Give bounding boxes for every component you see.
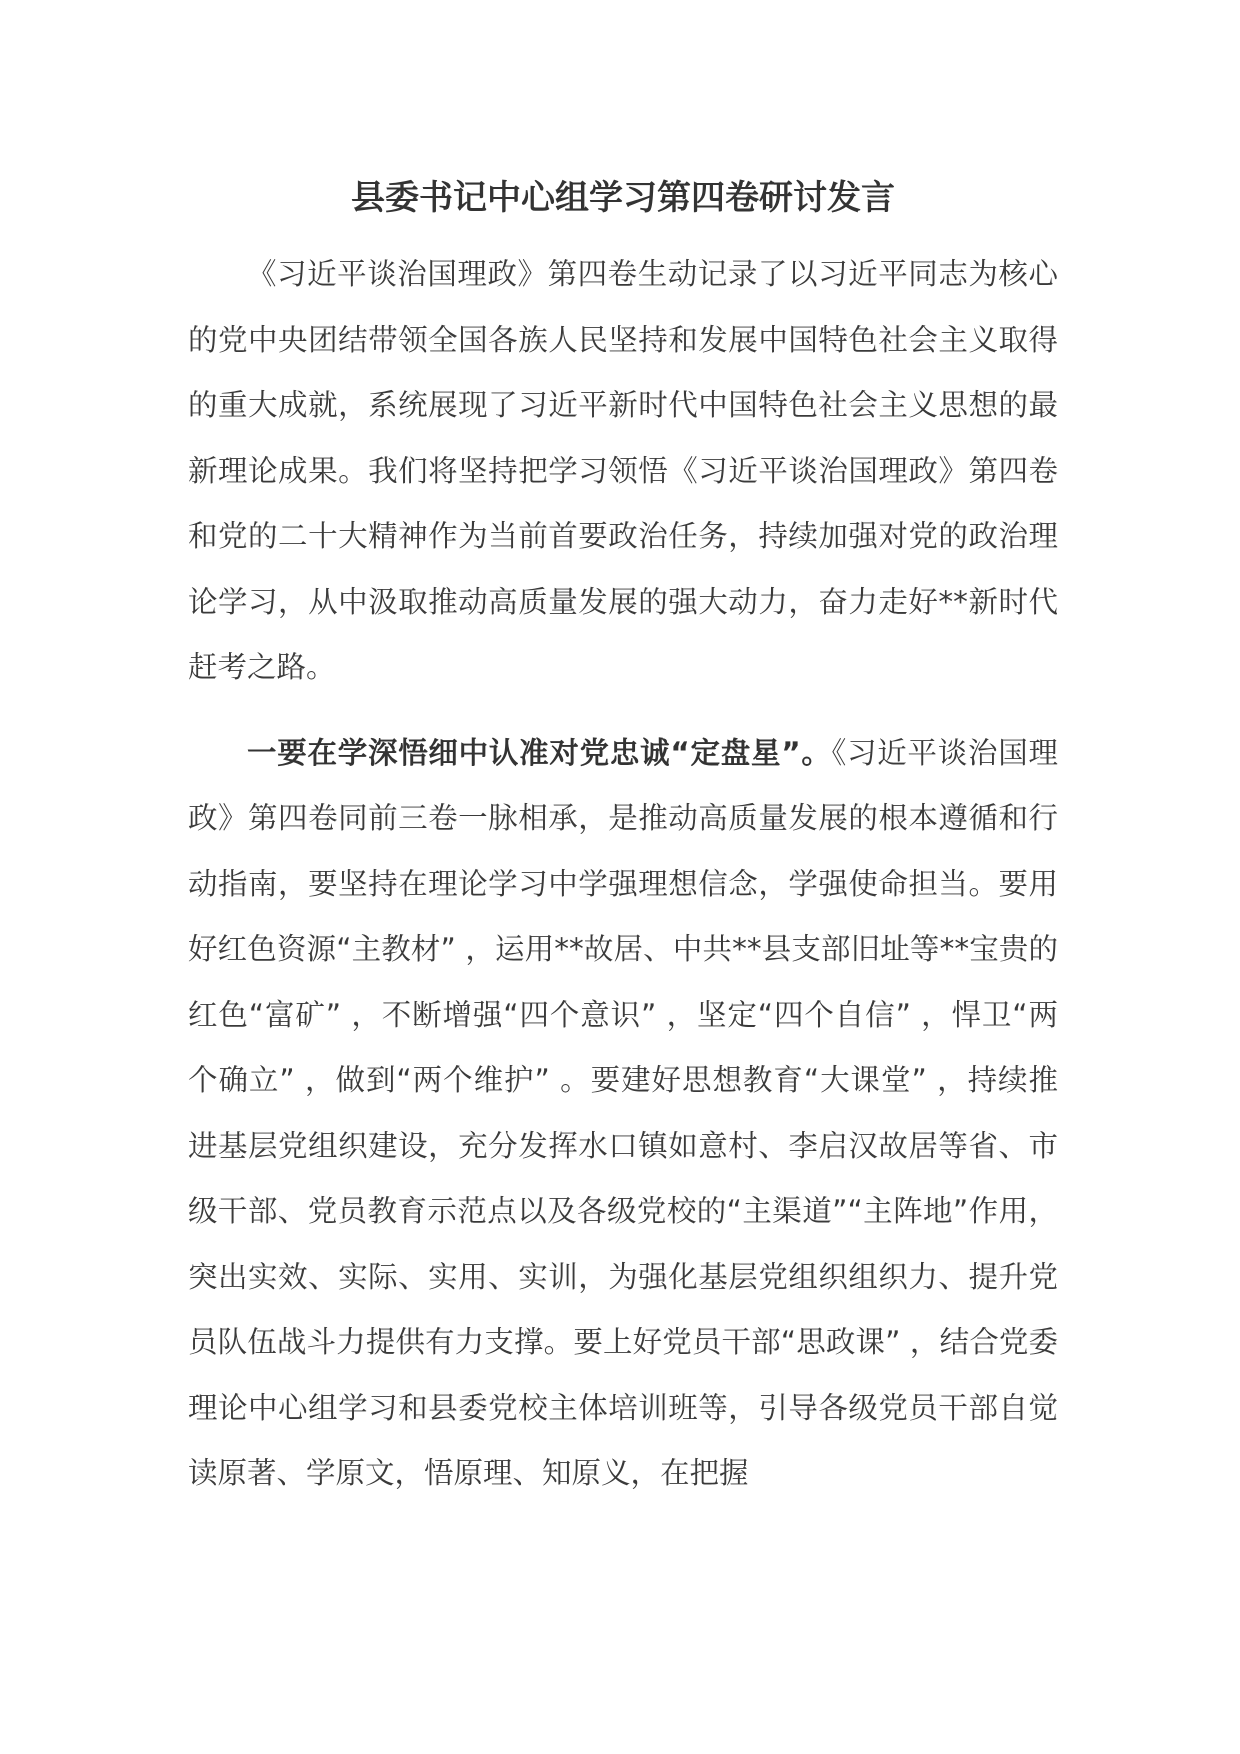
intro-paragraph: 《习近平谈治国理政》第四卷生动记录了以习近平同志为核心的党中央团结带领全国各族人民坚持和发展中国特色社会主义取得的重大成就，系统展现了习近平新时代中国特色社会主义思想的最新理论成果。我们将坚持把学习领悟《习近平谈治国理政》第四卷和党的二十大精神作为当前首要政治任务，持续加强对党的政治理论学习，从中汲取推动高质量发展的强大动力，奋力走好**新时代赶考之路。	[188, 257, 1058, 684]
section-one-paragraph	[188, 721, 1058, 1507]
document-page	[188, 170, 1058, 1507]
section-one-lead: 一要在学深悟细中认准对党忠诚“定盘星”。	[247, 735, 832, 770]
document-title: 县委书记中心组学习第四卷研讨发言	[351, 178, 895, 218]
section-one-body: 《习近平谈治国理政》第四卷同前三卷一脉相承，是推动高质量发展的根本遵循和行动指南，要坚持在理论学习中学强理想信念，学强使命担当。要用好红色资源“主教材” ，运用**故居、中共**县支部旧址等**宝贵的红色“富矿” ，不断增强“四个意识” ，坚定“四个自信” ，悍卫“两个确立” ，做到“两个维护” 。要建好思想教育“大课堂” ，持续推进基层党组织建设，充分发挥水口镇如意村、李启汉故居等省、市级干部、党员教育示范点以及各级党校的“主渠道”“主阵地”作用，突出实效、实际、实用、实训，为强化基层党组织组织力、提升党员队伍战斗力提供有力支撑。要上好党员干部“思政课” ，结合党委理论中心组学习和县委党校主体培训班等，引导各级党员干部自觉读原著、学原文，悟原理、知原义，在把握	[188, 735, 1058, 1490]
